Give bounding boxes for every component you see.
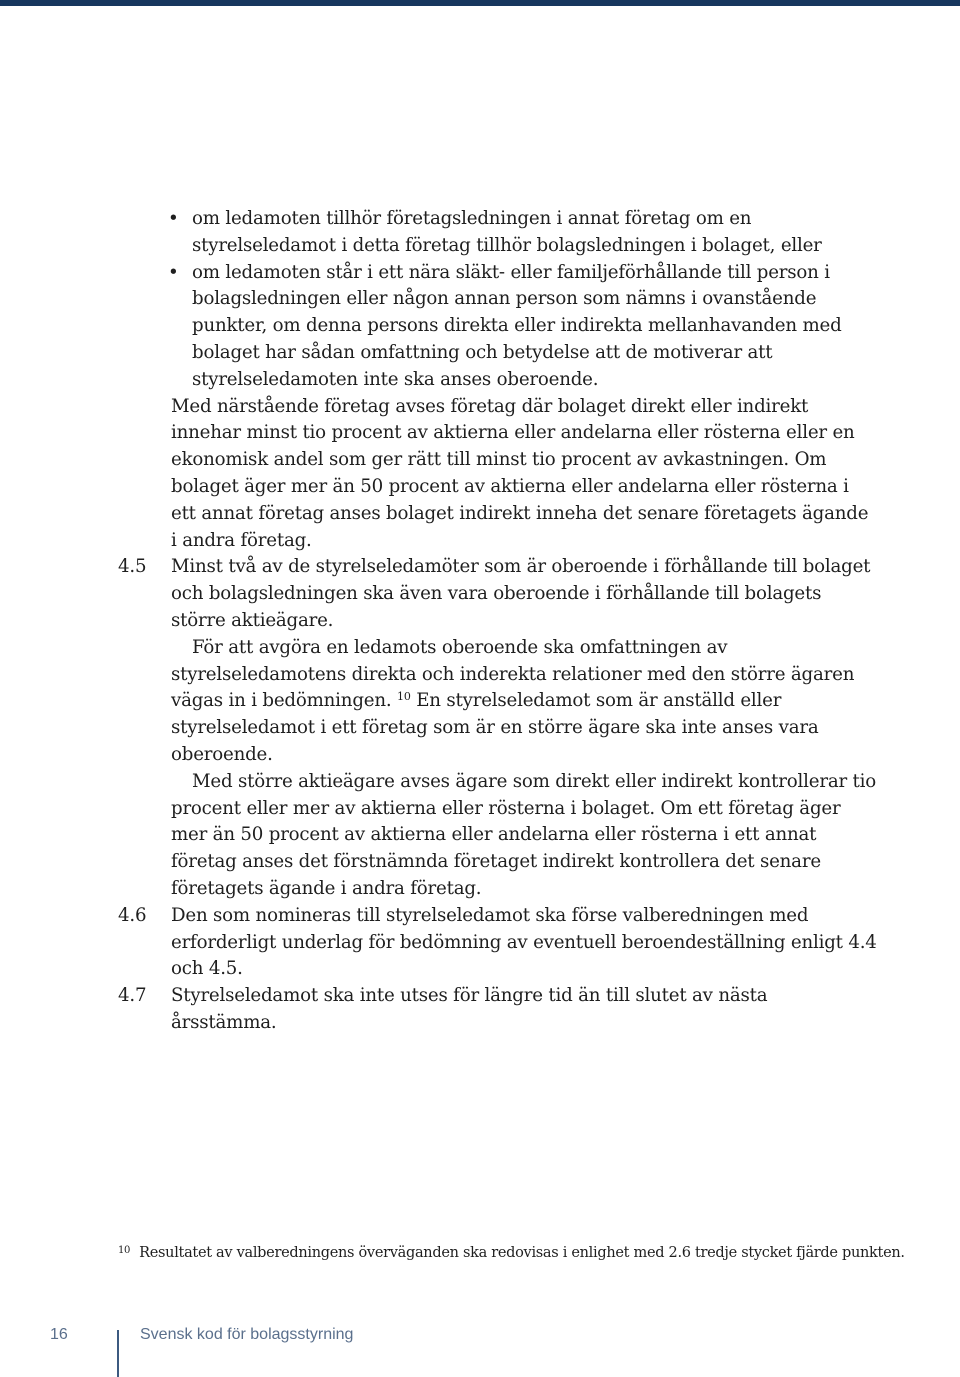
independence-criteria-list <box>0 206 960 394</box>
section-paragraph: Med större aktieägare avses ägare som direkt eller indirekt kontrollerar tio procent eller mer av aktierna eller rösterna i bolaget. Om ett företag äger mer än 50 procent av aktierna eller andelarna eller rösterna i ett annat företag anses det förstnämnda företaget indirekt kontrollera det senare företagets ägande i andra företag. <box>171 770 877 899</box>
section-text: Minst två av de styrelseledamöter som är oberoende i förhållande till bolaget och bolagsledningen ska även vara oberoende i förhållande till bolagets större aktieägare. <box>171 556 871 631</box>
section-4-5 <box>0 554 960 902</box>
footnote-reference[interactable]: 10 <box>397 690 411 704</box>
related-companies-paragraph: Med närstående företag avses företag där bolaget direkt eller indirekt innehar minst tio procent av aktierna eller andelarna eller rösterna eller en ekonomisk andel som ger rätt till minst tio procent av avkastningen. Om bolaget äger mer än 50 procent av aktierna eller andelarna eller rösterna i ett annat företag anses bolaget indirekt inneha det senare företagets ägande i andra företag. <box>171 395 869 551</box>
top-accent-bar <box>0 0 960 6</box>
main-content <box>0 206 960 1037</box>
bullet-icon: • <box>168 261 179 283</box>
list-item: • om ledamoten tillhör företagsledningen i annat företag om en styrelseledamot i detta företag tillhör bolagsledningen i bolaget, eller <box>168 208 822 256</box>
page-number: 16 <box>50 1326 68 1343</box>
section-4-6 <box>0 903 960 983</box>
footnote-number: 10 <box>118 1245 131 1256</box>
footer-title: Svensk kod för bolagsstyrning <box>140 1326 354 1343</box>
list-item: • om ledamoten står i ett nära släkt- eller familjeförhållande till person i bolagsledningen eller någon annan person som nämns i ovanstående punkter, om denna persons direkta eller indirekta mellanhavanden med bolaget har sådan omfattning och betydelse att de motiverar att styrelseledamoten inte ska anses oberoende. <box>168 261 842 390</box>
section-text: Den som nomineras till styrelseledamot ska förse valberedningen med erforderligt underlag för bedömning av eventuell beroendeställning enligt 4.4 och 4.5. <box>171 904 877 980</box>
section-number: 4.5 <box>118 556 147 578</box>
footnote-text: Resultatet av valberedningens överväganden ska redovisas i enlighet med 2.6 tredje stycket fjärde punkten. <box>139 1245 905 1261</box>
section-4-7 <box>0 983 960 1037</box>
section-number: 4.7 <box>118 985 147 1007</box>
bullet-icon: • <box>168 208 179 229</box>
section-number: 4.6 <box>118 904 147 926</box>
footer-divider <box>117 1330 119 1377</box>
footnote <box>118 1243 905 1263</box>
section-paragraph: För att avgöra en ledamots oberoende ska omfattningen av styrelseledamotens direkta och inderekta relationer med den större ägaren vägas in i bedömningen. $^{10}$ En styrelseledamot som är anställd eller styrelseledamot i ett företag som är en större ägare ska inte anses vara oberoende. <box>171 636 855 765</box>
section-text: Styrelseledamot ska inte utses för längre tid än till slutet av nästa årsstämma. <box>171 985 768 1033</box>
